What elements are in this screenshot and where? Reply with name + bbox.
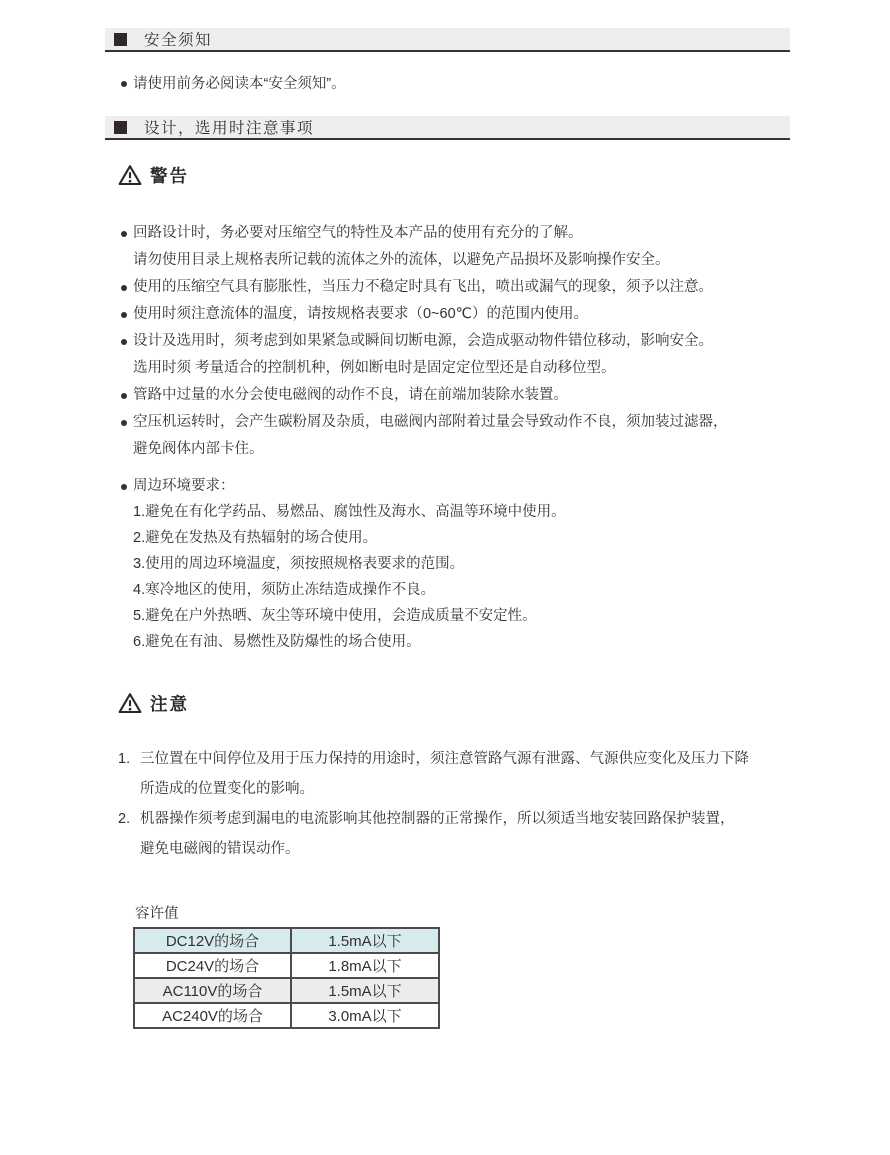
safety-notice-item bbox=[121, 74, 890, 94]
warning-item bbox=[121, 274, 890, 301]
bullet-icon bbox=[121, 484, 127, 490]
section-title-safety: 安全须知 bbox=[144, 32, 213, 49]
environment-item: 2.避免在发热及有热辐射的场合使用。 bbox=[133, 530, 378, 546]
environment-item: 6.避免在有油、易燃性及防爆性的场合使用。 bbox=[133, 634, 421, 650]
cell-value: 1.5mA以下 bbox=[291, 978, 439, 1003]
warning-item bbox=[121, 409, 890, 463]
warning-triangle-icon bbox=[118, 164, 142, 186]
warning-item-line: 管路中过量的水分会使电磁阀的动作不良，请在前端加装除水装置。 bbox=[133, 387, 568, 403]
caution-item bbox=[118, 804, 890, 864]
caution-list bbox=[118, 744, 890, 864]
warning-list bbox=[121, 220, 890, 463]
bullet-icon bbox=[121, 339, 127, 345]
caution-item-line: 避免电磁阀的错误动作。 bbox=[140, 841, 300, 857]
environment-item: 1.避免在有化学药品、易燃品、腐蚀性及海水、高温等环境中使用。 bbox=[133, 504, 566, 520]
bullet-icon bbox=[121, 393, 127, 399]
safety-notice-text: 请使用前务必阅读本“安全须知”。 bbox=[133, 76, 346, 92]
bullet-icon bbox=[121, 285, 127, 291]
cell-label: DC24V的场合 bbox=[134, 953, 291, 978]
table-row bbox=[134, 1003, 439, 1028]
warning-item bbox=[121, 301, 890, 328]
warning-item bbox=[121, 382, 890, 409]
warning-item-line: 设计及选用时，须考虑到如果紧急或瞬间切断电源，会造成驱动物件错位移动，影响安全。 bbox=[133, 333, 713, 349]
cell-value: 1.8mA以下 bbox=[291, 953, 439, 978]
table-row bbox=[134, 953, 439, 978]
environment-item: 5.避免在户外热晒、灰尘等环境中使用，会造成质量不安定性。 bbox=[133, 608, 537, 624]
warning-item bbox=[121, 220, 890, 274]
caution-item-number: 1. bbox=[118, 751, 131, 767]
warning-heading bbox=[118, 161, 890, 189]
section-header-design bbox=[105, 116, 790, 140]
cell-label: AC240V的场合 bbox=[134, 1003, 291, 1028]
caution-item-line: 机器操作须考虑到漏电的电流影响其他控制器的正常操作，所以须适当地安装回路保护装置， bbox=[140, 811, 735, 827]
caution-title: 注意 bbox=[150, 693, 189, 714]
cell-label: DC12V的场合 bbox=[134, 928, 291, 953]
warning-item-line: 请勿使用目录上规格表所记载的流体之外的流体，以避免产品损坏及影响操作安全。 bbox=[133, 252, 670, 268]
cell-label: AC110V的场合 bbox=[134, 978, 291, 1003]
warning-item-line: 使用的压缩空气具有膨胀性，当压力不稳定时具有飞出，喷出或漏气的现象，须予以注意。 bbox=[133, 279, 713, 295]
environment-item: 4.寒冷地区的使用，须防止冻结造成操作不良。 bbox=[133, 582, 436, 598]
warning-item bbox=[121, 328, 890, 382]
section-title-design: 设计，选用时注意事项 bbox=[144, 120, 315, 137]
caution-item-line: 三位置在中间停位及用于压力保持的用途时，须注意管路气源有泄露、气源供应变化及压力下降 bbox=[140, 751, 749, 767]
bullet-icon bbox=[121, 420, 127, 426]
environment-lead-text: 周边环境要求： bbox=[133, 478, 235, 494]
warning-item-line: 使用时须注意流体的温度，请按规格表要求（0~60℃）的范围内使用。 bbox=[133, 306, 588, 322]
warning-title: 警告 bbox=[150, 165, 189, 186]
table-row bbox=[134, 928, 439, 953]
caution-item-number: 2. bbox=[118, 811, 131, 827]
environment-lead bbox=[121, 473, 890, 499]
warning-triangle-icon bbox=[118, 692, 142, 714]
cell-value: 3.0mA以下 bbox=[291, 1003, 439, 1028]
environment-item: 3.使用的周边环境温度，须按照规格表要求的范围。 bbox=[133, 556, 465, 572]
black-square-icon bbox=[114, 121, 127, 134]
cell-value: 1.5mA以下 bbox=[291, 928, 439, 953]
caution-item-line: 所造成的位置变化的影响。 bbox=[140, 781, 314, 797]
bullet-icon bbox=[121, 312, 127, 318]
allowance-table-caption: 容许值 bbox=[135, 906, 179, 922]
caution-heading bbox=[118, 689, 890, 717]
environment-block bbox=[121, 473, 890, 655]
bullet-icon bbox=[121, 81, 127, 87]
warning-item-line: 选用时须 考量适合的控制机种，例如断电时是固定定位型还是自动移位型。 bbox=[133, 360, 616, 376]
allowance-table bbox=[133, 927, 440, 1029]
black-square-icon bbox=[114, 33, 127, 46]
warning-item-line: 空压机运转时，会产生碳粉屑及杂质，电磁阀内部附着过量会导致动作不良，须加装过滤器， bbox=[133, 414, 728, 430]
caution-item bbox=[118, 744, 890, 804]
table-row bbox=[134, 978, 439, 1003]
section-header-safety bbox=[105, 28, 790, 52]
warning-item-line: 回路设计时，务必要对压缩空气的特性及本产品的使用有充分的了解。 bbox=[133, 225, 583, 241]
warning-item-line: 避免阀体内部卡住。 bbox=[133, 441, 264, 457]
bullet-icon bbox=[121, 231, 127, 237]
